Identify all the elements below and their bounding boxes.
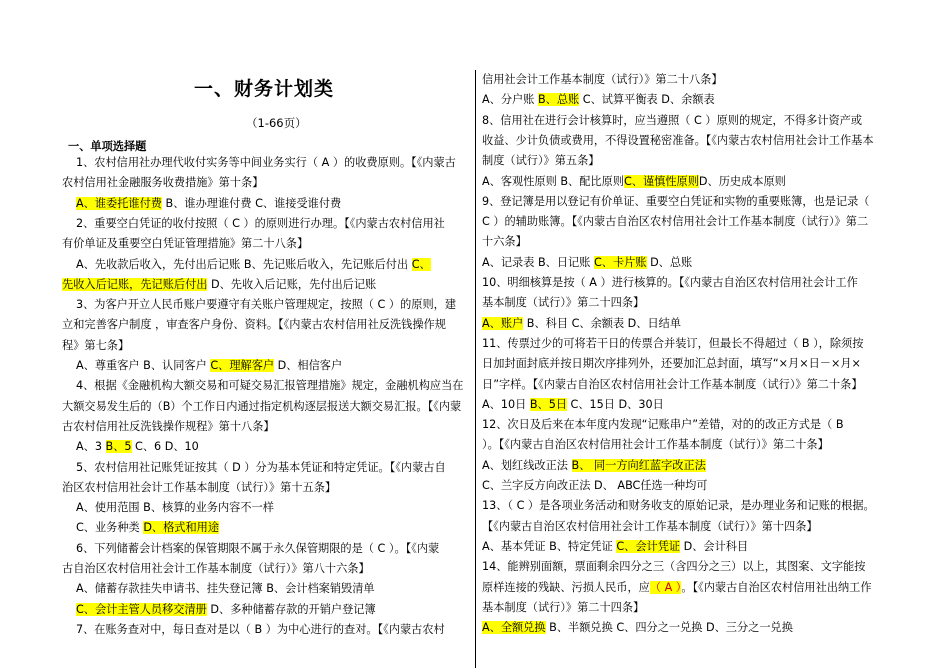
text-line [76, 603, 376, 617]
text-line [482, 560, 865, 574]
text-line [482, 499, 875, 513]
column-divider [475, 70, 476, 668]
line-text: A、储蓄存款挂失申请书、挂失登记簿 B、会计档案销毁清单 [76, 582, 375, 596]
highlighted-answer: B、5 [105, 440, 132, 454]
text-line [76, 197, 341, 211]
text-line [62, 237, 308, 251]
line-text: A、客观性原则 B、配比原则 [482, 174, 624, 188]
line-text: 。【《内蒙古自治区农村信用社出纳工作 [681, 580, 872, 594]
text-line [482, 235, 527, 249]
text-line [482, 601, 644, 615]
line-text: D、总账 [646, 255, 693, 269]
line-text: A、基本凭证 B、特定凭证 [482, 539, 617, 553]
text-line [76, 440, 199, 454]
highlighted-answer: （ A ） [649, 580, 682, 594]
text-line [76, 521, 219, 535]
line-text: C、6 D、10 [131, 440, 199, 454]
line-text: 有价单证及重要空白凭证管理措施》第二十八条】 [62, 237, 309, 251]
line-text: A、先收款后收入，先付出后记账 B、先记账后收入，先记账后付出 [76, 257, 412, 271]
highlighted-answer: B、 同一方向红蓝字改正法 [571, 458, 706, 472]
highlighted-answer: C、会计凭证 [616, 539, 681, 553]
line-text: 11、传票过少的可将若干日的传票合并装订，但最长不得超过（ B ），除须按 [482, 336, 864, 350]
line-text: 原样连接的残缺、污损人民币，应 [482, 580, 650, 594]
line-text: 基本制度（试行）》第二十四条】 [482, 600, 645, 614]
text-line [482, 195, 870, 209]
text-line [76, 623, 445, 637]
text-line [482, 337, 863, 351]
line-text: D、先收入后记账，先付出后记账 [207, 277, 377, 291]
text-line [482, 479, 707, 493]
highlighted-answer: C、理解客户 [210, 359, 275, 372]
text-line [62, 400, 461, 414]
highlighted-answer: C、 [411, 257, 431, 271]
line-text: 十六条】 [482, 235, 527, 249]
text-line [482, 256, 692, 270]
text-line [482, 378, 863, 392]
line-text: 基本制度（试行）》第二十四条】 [482, 296, 645, 310]
text-line [76, 542, 439, 556]
text-line [482, 93, 715, 107]
text-line [62, 339, 129, 353]
text-line [482, 357, 861, 371]
highlighted-answer: C、谨慎性原则 [623, 174, 699, 188]
line-text: B、半额兑换 C、四分之一兑换 D、三分之一兑换 [545, 621, 793, 635]
text-line [482, 438, 829, 452]
highlighted-answer: D、格式和用途 [143, 521, 220, 535]
text-line [76, 298, 456, 312]
text-line [62, 420, 275, 434]
highlighted-answer: A、账户 [482, 316, 524, 330]
line-text: 治区农村信用社会计工作基本制度（试行）》第十五条】 [62, 480, 337, 494]
text-line [482, 276, 858, 290]
line-text: D、会计科目 [680, 539, 749, 553]
line-text: 14、能辨别面额，票面剩余四分之三（含四分之三）以上，其图案、文字能按 [482, 560, 866, 574]
line-text: A、分户账 [482, 93, 538, 107]
text-line [482, 134, 874, 148]
line-text: C、业务种类 [76, 521, 144, 535]
line-text: B、科目 C、余额表 D、日结单 [523, 316, 682, 330]
text-line [482, 459, 706, 473]
page-range: （1-66页） [246, 116, 307, 130]
line-text: 日加封面封底并按日期次序排列外，还要加汇总封面，填写“×月×日－×月× [482, 357, 861, 371]
highlighted-answer: B、5日 [529, 397, 567, 411]
line-text: 6、下列储蓄会计档案的保管期限不属于永久保管期限的是（ C ）。【《内蒙 [76, 541, 440, 555]
highlighted-answer: C、卡片账 [593, 255, 647, 269]
text-line [482, 296, 644, 310]
line-text: B、谁办理谁付费 C、谁接受谁付费 [161, 196, 342, 210]
line-text: D、多种储蓄存款的开销户登记簿 [206, 602, 376, 616]
highlighted-answer: A、谁委托谁付费 [76, 196, 162, 210]
line-text: 8、信用社在进行会计核算时，应当遵照（ C ）原则的规定，不得多计资产或 [482, 113, 863, 127]
line-text: 信用社会计工作基本制度（试行）》第二十八条】 [482, 73, 723, 86]
text-line [62, 278, 376, 292]
line-text: A、记录表 B、日记账 [482, 255, 594, 269]
text-line [482, 520, 818, 534]
line-text: C ）的辅助账簿。【《内蒙古自治区农村信用社会计工作基本制度（试行）》第二 [482, 215, 869, 229]
text-line [76, 217, 445, 231]
line-text: D、相信客户 [274, 359, 343, 372]
line-text: A、3 [76, 440, 106, 454]
highlighted-answer: 先收入后记账，先记账后付出 [62, 277, 208, 291]
line-text: C、兰字反方向改正法 D、 ABC任选一种均可 [482, 479, 708, 492]
line-text: 日”字样。【《内蒙古自治区农村信用社会计工作基本制度（试行）》第二十条】 [482, 377, 863, 391]
line-text: C、15日 D、30日 [567, 397, 664, 411]
line-text: C、试算平衡表 D、余额表 [579, 93, 715, 107]
highlighted-answer: C、会计主管人员移交清册 [76, 602, 207, 616]
text-line [482, 114, 862, 128]
line-text: 9、登记簿是用以登记有价单证、重要空白凭证和实物的重要账簿，也是记录（ [482, 194, 870, 208]
text-line [76, 582, 375, 596]
line-text: A、使用范围 B、核算的业务内容不一样 [76, 501, 274, 515]
text-line [482, 154, 599, 168]
line-text: 12、次日及后来在本年度内发现“记账串户”差错，对的的改正方式是（ B [482, 418, 844, 432]
text-line [62, 176, 263, 190]
line-text: 大额交易发生后的（B）个工作日内通过指定机构逐层报送大额交易汇报。【《内蒙 [62, 399, 462, 413]
line-text: 古自治区农村信用社会计工作基本制度（试行）》第八十六条】 [62, 562, 370, 575]
text-line [482, 418, 844, 432]
text-line [62, 562, 370, 576]
line-text: 5、农村信用社记账凭证按其（ D ）分为基本凭证和特定凭证。【《内蒙古自 [76, 460, 446, 474]
line-text: 程》第七条】 [62, 338, 130, 352]
line-text: 【《内蒙古自治区农村信用社会计工作基本制度（试行）》第十四条】 [482, 519, 818, 533]
text-line [482, 398, 664, 412]
line-text: 3、为客户开立人民币账户要遵守有关账户管理规定，按照（ C ）的原则，建 [76, 298, 457, 312]
line-text: 13、（ C ）是各项业务活动和财务收支的原始记录，是办理业务和记账的根据。 [482, 499, 875, 513]
text-line [482, 621, 793, 635]
text-line [482, 317, 681, 331]
line-text: A、10日 [482, 397, 530, 411]
line-text: 农村信用社金融服务收费措施》第十条】 [62, 176, 264, 190]
text-line [76, 156, 456, 170]
text-line [482, 73, 723, 87]
section-heading: 一、单项选择题 [68, 140, 147, 153]
text-line [76, 501, 274, 515]
line-text: 7、在账务查对中，每日查对是以（ B ）为中心进行的查对。【《内蒙古农村 [76, 622, 445, 636]
text-line [482, 175, 786, 189]
line-text: 收益、少计负债或费用，不得设置秘密准备。【《内蒙古农村信用社会计工作基本 [482, 133, 874, 147]
text-line [62, 318, 446, 332]
line-text: A、尊重客户 B、认同客户 [76, 359, 211, 372]
line-text: D、历史成本原则 [698, 174, 786, 188]
line-text: 制度（试行）》第五条】 [482, 154, 600, 168]
text-line [482, 215, 868, 229]
line-text: A、划红线改正法 [482, 458, 572, 472]
line-text: ）。【《内蒙古自治区农村信用社会计工作基本制度（试行）》第二十条】 [482, 438, 829, 452]
line-text: 立和完善客户制度 ，审查客户身份、资料。【《内蒙古农村信用社反洗钱操作规 [62, 318, 446, 332]
line-text: 古农村信用社反洗钱操作规程》第十八条】 [62, 419, 275, 433]
highlighted-answer: B、总账 [537, 93, 580, 107]
text-line [76, 359, 342, 373]
line-text: 4、根据《金融机构大额交易和可疑交易汇报管理措施》规定，金融机构应当在 [76, 379, 464, 393]
text-line [76, 258, 431, 272]
line-text: 1、农村信用社办理代收付实务等中间业务实行（ A ）的收费原则。【《内蒙古 [76, 156, 456, 169]
line-text: 2、重要空白凭证的收付按照（ C ）的原则进行办理。【《内蒙古农村信用社 [76, 216, 445, 230]
text-line [482, 540, 748, 554]
line-text: 10、明细核算是按（ A ）进行核算的。【《内蒙古自治区农村信用社会计工作 [482, 276, 858, 289]
text-line [76, 379, 464, 393]
text-line [62, 481, 336, 495]
text-line [76, 461, 446, 475]
highlighted-answer: A、全额兑换 [482, 621, 546, 635]
page-title: 一、财务计划类 [194, 78, 335, 100]
text-line [482, 581, 872, 595]
